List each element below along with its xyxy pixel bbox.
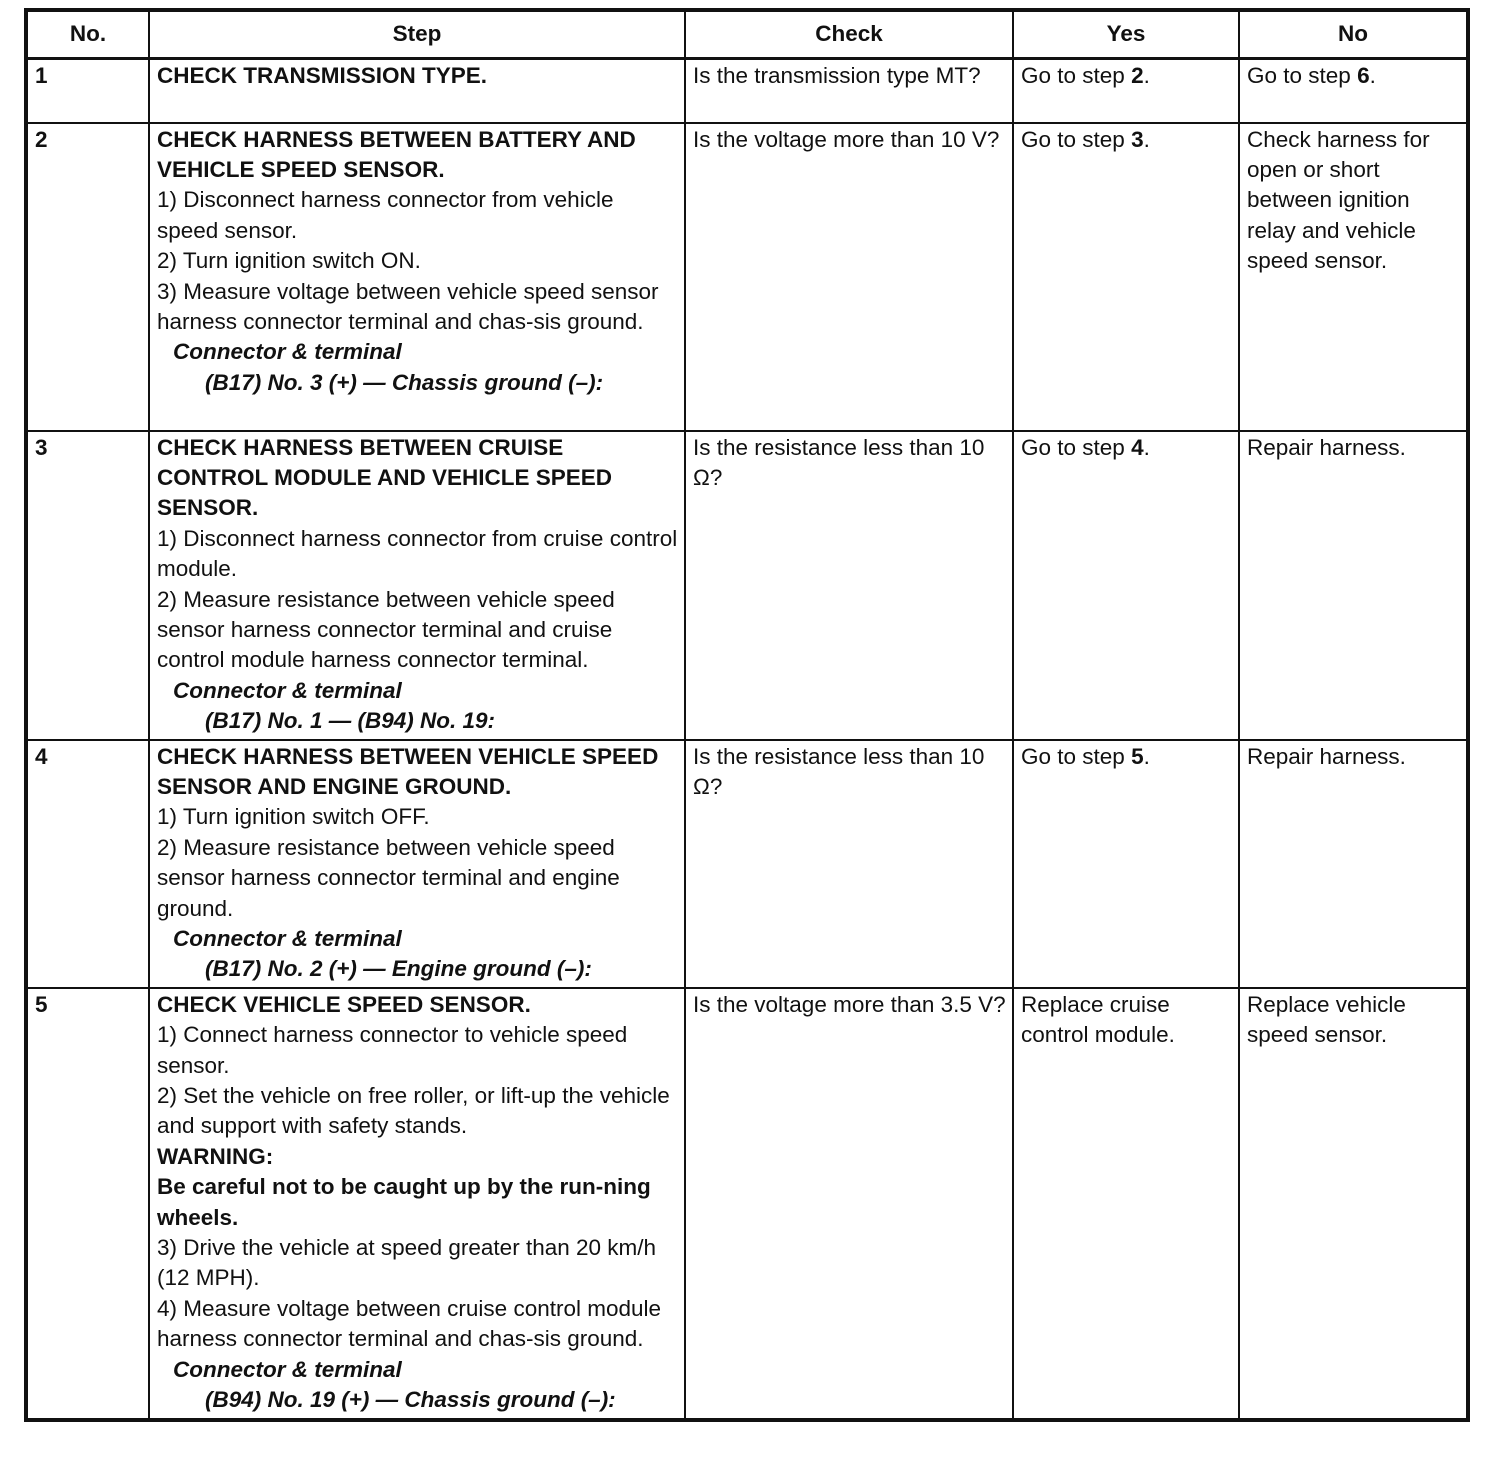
- yes-step-number: 2: [1131, 63, 1144, 88]
- check-cell: Is the resistance less than 10 Ω?: [685, 431, 1013, 740]
- step-instruction: 2) Turn ignition switch ON.: [157, 248, 421, 274]
- header-no: No.: [26, 10, 149, 59]
- step-title: CHECK HARNESS BETWEEN VEHICLE SPEED SENSOR AND ENGINE GROUND.: [157, 743, 659, 799]
- check-cell: Is the voltage more than 10 V?: [685, 123, 1013, 431]
- step-cell: [149, 59, 685, 123]
- warning-label: WARNING:: [157, 1143, 274, 1169]
- table-row: [26, 431, 1468, 740]
- step-title: CHECK HARNESS BETWEEN CRUISE CONTROL MODULE AND VEHICLE SPEED SENSOR.: [157, 434, 613, 521]
- connector-label: Connector & terminal: [173, 1356, 402, 1382]
- no-cell: Check harness for open or short between ignition relay and vehicle speed sensor.: [1239, 123, 1468, 431]
- step-instruction: 2) Measure resistance between vehicle speed sensor harness connector terminal and engine ground.: [157, 834, 620, 921]
- yes-cell: Replace cruise control module.: [1013, 988, 1239, 1420]
- check-cell: Is the voltage more than 3.5 V?: [685, 988, 1013, 1420]
- connector-terminal: (B17) No. 3 (+) — Chassis ground (–):: [205, 369, 604, 395]
- no-cell: Repair harness.: [1239, 740, 1468, 988]
- no-cell: Replace vehicle speed sensor.: [1239, 988, 1468, 1420]
- step-title: CHECK TRANSMISSION TYPE.: [157, 63, 488, 88]
- yes-prefix: Go to step: [1021, 63, 1132, 88]
- step-title: CHECK VEHICLE SPEED SENSOR.: [157, 991, 531, 1017]
- yes-cell: Go to step 4.: [1013, 431, 1239, 740]
- step-number: 1: [26, 59, 149, 123]
- table-row: [26, 123, 1468, 431]
- step-instruction: 1) Disconnect harness connector from vehicle speed sensor.: [157, 187, 614, 243]
- step-instruction: 2) Set the vehicle on free roller, or lift-up the vehicle and support with safety stands.: [157, 1083, 670, 1139]
- step-instruction: 3) Drive the vehicle at speed greater than 20 km/h (12 MPH).: [157, 1235, 657, 1291]
- warning-text: Be careful not to be caught up by the run-ning wheels.: [157, 1174, 651, 1230]
- diagnostic-table: [24, 8, 1470, 1422]
- step-instruction: 4) Measure voltage between cruise control module harness connector terminal and chas-sis ground.: [157, 1295, 662, 1352]
- step-instruction: 1) Connect harness connector to vehicle speed sensor.: [157, 1022, 628, 1078]
- check-cell: Is the transmission type MT?: [685, 59, 1013, 123]
- table-row: [26, 988, 1468, 1420]
- step-title: CHECK HARNESS BETWEEN BATTERY AND VEHICLE SPEED SENSOR.: [157, 126, 636, 182]
- yes-prefix: Go to step: [1021, 743, 1132, 769]
- connector-terminal: (B94) No. 19 (+) — Chassis ground (–):: [205, 1387, 616, 1413]
- no-cell: Go to step 6.: [1239, 59, 1468, 123]
- no-prefix: Go to step: [1247, 63, 1358, 88]
- header-check: Check: [685, 10, 1013, 59]
- step-cell: [149, 988, 685, 1420]
- step-instruction: 3) Measure voltage between vehicle speed sensor harness connector terminal and chas-sis ground.: [157, 278, 659, 334]
- table-header-row: [26, 10, 1468, 59]
- step-cell: [149, 740, 685, 988]
- step-number: 2: [26, 123, 149, 431]
- yes-cell: Go to step 2.: [1013, 59, 1239, 123]
- step-instruction: 1) Turn ignition switch OFF.: [157, 804, 430, 830]
- header-yes: Yes: [1013, 10, 1239, 59]
- step-instruction: 2) Measure resistance between vehicle speed sensor harness connector terminal and cruise control module harness connector terminal.: [157, 586, 615, 673]
- table-row: [26, 59, 1468, 123]
- connector-label: Connector & terminal: [173, 926, 402, 951]
- header-step: Step: [149, 10, 685, 59]
- step-number: 4: [26, 740, 149, 988]
- step-number: 5: [26, 988, 149, 1420]
- step-instruction: 1) Disconnect harness connector from cruise control module.: [157, 525, 678, 582]
- yes-step-number: 4: [1131, 434, 1144, 460]
- connector-terminal: (B17) No. 1 — (B94) No. 19:: [205, 708, 496, 734]
- step-cell: [149, 431, 685, 740]
- header-no-result: No: [1239, 10, 1468, 59]
- yes-prefix: Go to step: [1021, 434, 1132, 460]
- diagnostic-procedure-sheet: [24, 8, 1466, 1422]
- connector-label: Connector & terminal: [173, 339, 402, 365]
- yes-step-number: 3: [1131, 126, 1144, 152]
- connector-terminal: (B17) No. 2 (+) — Engine ground (–):: [205, 956, 592, 982]
- no-cell: Repair harness.: [1239, 431, 1468, 740]
- connector-label: Connector & terminal: [173, 677, 402, 703]
- check-cell: Is the resistance less than 10 Ω?: [685, 740, 1013, 988]
- table-row: [26, 740, 1468, 988]
- yes-cell: Go to step 5.: [1013, 740, 1239, 988]
- yes-prefix: Go to step: [1021, 126, 1132, 152]
- step-cell: [149, 123, 685, 431]
- no-step-number: 6: [1357, 63, 1370, 88]
- step-number: 3: [26, 431, 149, 740]
- yes-cell: Go to step 3.: [1013, 123, 1239, 431]
- yes-step-number: 5: [1131, 743, 1144, 769]
